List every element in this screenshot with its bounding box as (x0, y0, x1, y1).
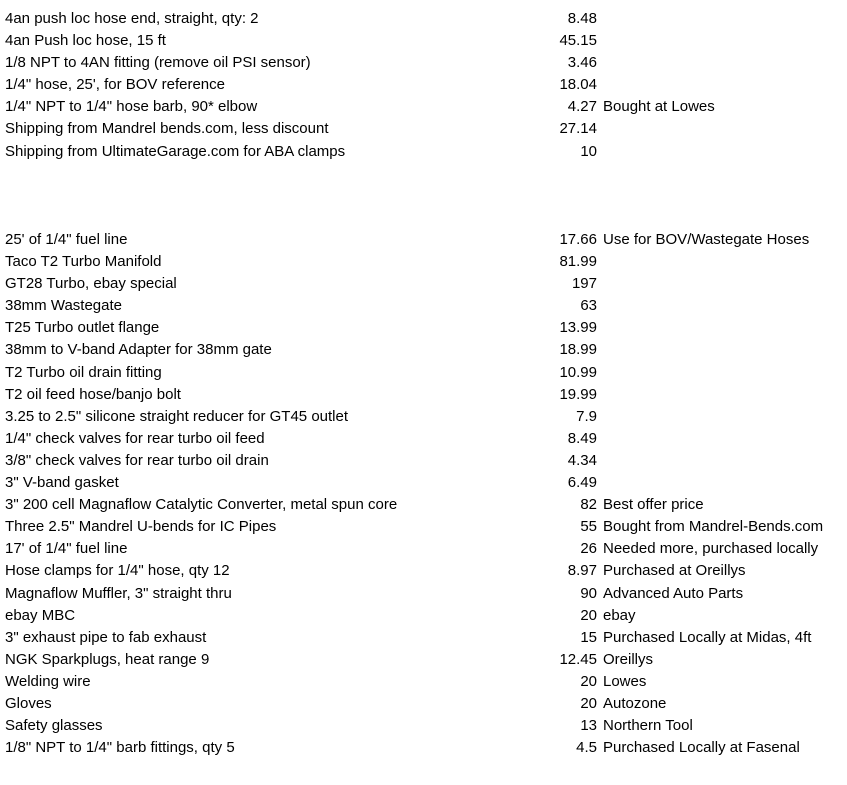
item-price: 81.99 (559, 253, 597, 271)
item-price: 197 (571, 275, 597, 293)
item-note: Needed more, purchased locally (603, 540, 819, 558)
item-price: 4.5 (576, 739, 597, 757)
item-description: 1/4" check valves for rear turbo oil feed (5, 429, 265, 447)
table-row (0, 472, 847, 494)
item-description: 3.25 to 2.5" silicone straight reducer for GT45 outlet (5, 407, 349, 425)
item-note: Purchased at Oreillys (603, 562, 746, 580)
item-description: T25 Turbo outlet flange (5, 319, 160, 337)
item-description: 1/8" NPT to 1/4" barb fittings, qty 5 (5, 739, 235, 757)
item-note: Autozone (603, 694, 667, 712)
item-price: 4.34 (567, 451, 597, 469)
item-price: 8.97 (567, 562, 597, 580)
item-price: 13 (580, 717, 597, 735)
item-note: Best offer price (603, 496, 704, 514)
table-row (0, 450, 847, 472)
item-price: 55 (580, 518, 597, 536)
table-row (0, 273, 847, 295)
item-note: Oreillys (603, 650, 654, 668)
item-price: 8.48 (567, 10, 597, 27)
item-price: 3.46 (567, 54, 597, 72)
item-description: Welding wire (5, 672, 91, 690)
item-price: 6.49 (567, 474, 597, 492)
item-description: Safety glasses (5, 717, 103, 735)
item-price: 27.14 (559, 120, 597, 138)
table-row (0, 538, 847, 560)
table-row (0, 715, 847, 737)
item-price: 10 (580, 142, 597, 160)
item-price: 17.66 (559, 231, 597, 248)
item-price: 12.45 (559, 650, 597, 668)
item-description: T2 Turbo oil drain fitting (5, 363, 162, 381)
item-description: 4an Push loc hose, 15 ft (5, 32, 166, 50)
item-price: 18.99 (559, 341, 597, 359)
item-description: NGK Sparkplugs, heat range 9 (5, 650, 210, 668)
item-price: 20 (580, 606, 597, 624)
item-description: 3" V-band gasket (5, 474, 119, 492)
table-row (0, 384, 847, 406)
item-price: 20 (580, 694, 597, 712)
item-note: Bought from Mandrel-Bends.com (603, 518, 824, 536)
item-description: GT28 Turbo, ebay special (5, 275, 177, 293)
item-description: ebay MBC (5, 606, 76, 624)
item-note: Bought at Lowes (603, 98, 715, 116)
item-description: 1/8 NPT to 4AN fitting (remove oil PSI sensor) (5, 54, 311, 72)
item-description: 3" exhaust pipe to fab exhaust (5, 628, 207, 646)
table-row (0, 406, 847, 428)
item-description: 17' of 1/4" fuel line (5, 540, 128, 558)
item-description: 3" 200 cell Magnaflow Catalytic Converter, metal spun core (5, 496, 398, 514)
item-description: 25' of 1/4" fuel line (5, 231, 128, 248)
item-note: ebay (603, 606, 636, 624)
item-description: Hose clamps for 1/4" hose, qty 12 (5, 562, 230, 580)
item-price: 4.27 (567, 98, 597, 116)
table-row (0, 737, 847, 759)
item-description: 1/4" hose, 25', for BOV reference (5, 76, 225, 94)
item-price: 82 (580, 496, 597, 514)
item-description: Shipping from Mandrel bends.com, less discount (5, 120, 329, 138)
item-note: Lowes (603, 672, 647, 690)
table-row (0, 605, 847, 627)
item-description: Taco T2 Turbo Manifold (5, 253, 162, 271)
table-row (0, 560, 847, 582)
item-price: 90 (580, 584, 597, 602)
item-note: Purchased Locally at Fasenal (603, 739, 800, 757)
table-row (0, 229, 847, 251)
table-row (0, 8, 847, 30)
table-row (0, 30, 847, 52)
table-row (0, 141, 847, 163)
item-description: T2 oil feed hose/banjo bolt (5, 385, 181, 403)
table-row (0, 627, 847, 649)
table-row (0, 251, 847, 273)
item-description: 1/4" NPT to 1/4" hose barb, 90* elbow (5, 98, 258, 116)
item-price: 15 (580, 628, 597, 646)
item-price: 13.99 (559, 319, 597, 337)
table-row (0, 96, 847, 118)
table-row (0, 583, 847, 605)
item-note: Northern Tool (603, 717, 693, 735)
item-price: 45.15 (559, 32, 597, 50)
table-row (0, 317, 847, 339)
item-price: 7.9 (576, 407, 597, 425)
parts-list-block-2 (0, 229, 847, 759)
item-description: 4an push loc hose end, straight, qty: 2 (5, 10, 259, 27)
table-row (0, 494, 847, 516)
item-description: Shipping from UltimateGarage.com for ABA clamps (5, 142, 346, 160)
item-note: Use for BOV/Wastegate Hoses (603, 231, 810, 248)
item-price: 18.04 (559, 76, 597, 94)
table-row (0, 362, 847, 384)
table-row (0, 428, 847, 450)
item-price: 19.99 (559, 385, 597, 403)
table-row (0, 74, 847, 96)
table-row (0, 52, 847, 74)
parts-list-block-1 (0, 8, 847, 163)
table-row (0, 649, 847, 671)
item-note: Advanced Auto Parts (603, 584, 744, 602)
item-price: 10.99 (559, 363, 597, 381)
item-description: Magnaflow Muffler, 3" straight thru (5, 584, 232, 602)
item-description: 38mm to V-band Adapter for 38mm gate (5, 341, 272, 359)
item-description: Gloves (5, 694, 52, 712)
item-price: 20 (580, 672, 597, 690)
item-price: 8.49 (567, 429, 597, 447)
item-note: Purchased Locally at Midas, 4ft (603, 628, 812, 646)
item-price: 63 (580, 297, 597, 315)
table-row (0, 339, 847, 361)
table-row (0, 693, 847, 715)
table-row (0, 295, 847, 317)
table-row (0, 118, 847, 140)
item-price: 26 (580, 540, 597, 558)
item-description: Three 2.5" Mandrel U-bends for IC Pipes (5, 518, 277, 536)
table-row (0, 671, 847, 693)
item-description: 38mm Wastegate (5, 297, 122, 315)
table-row (0, 516, 847, 538)
item-description: 3/8" check valves for rear turbo oil drain (5, 451, 269, 469)
